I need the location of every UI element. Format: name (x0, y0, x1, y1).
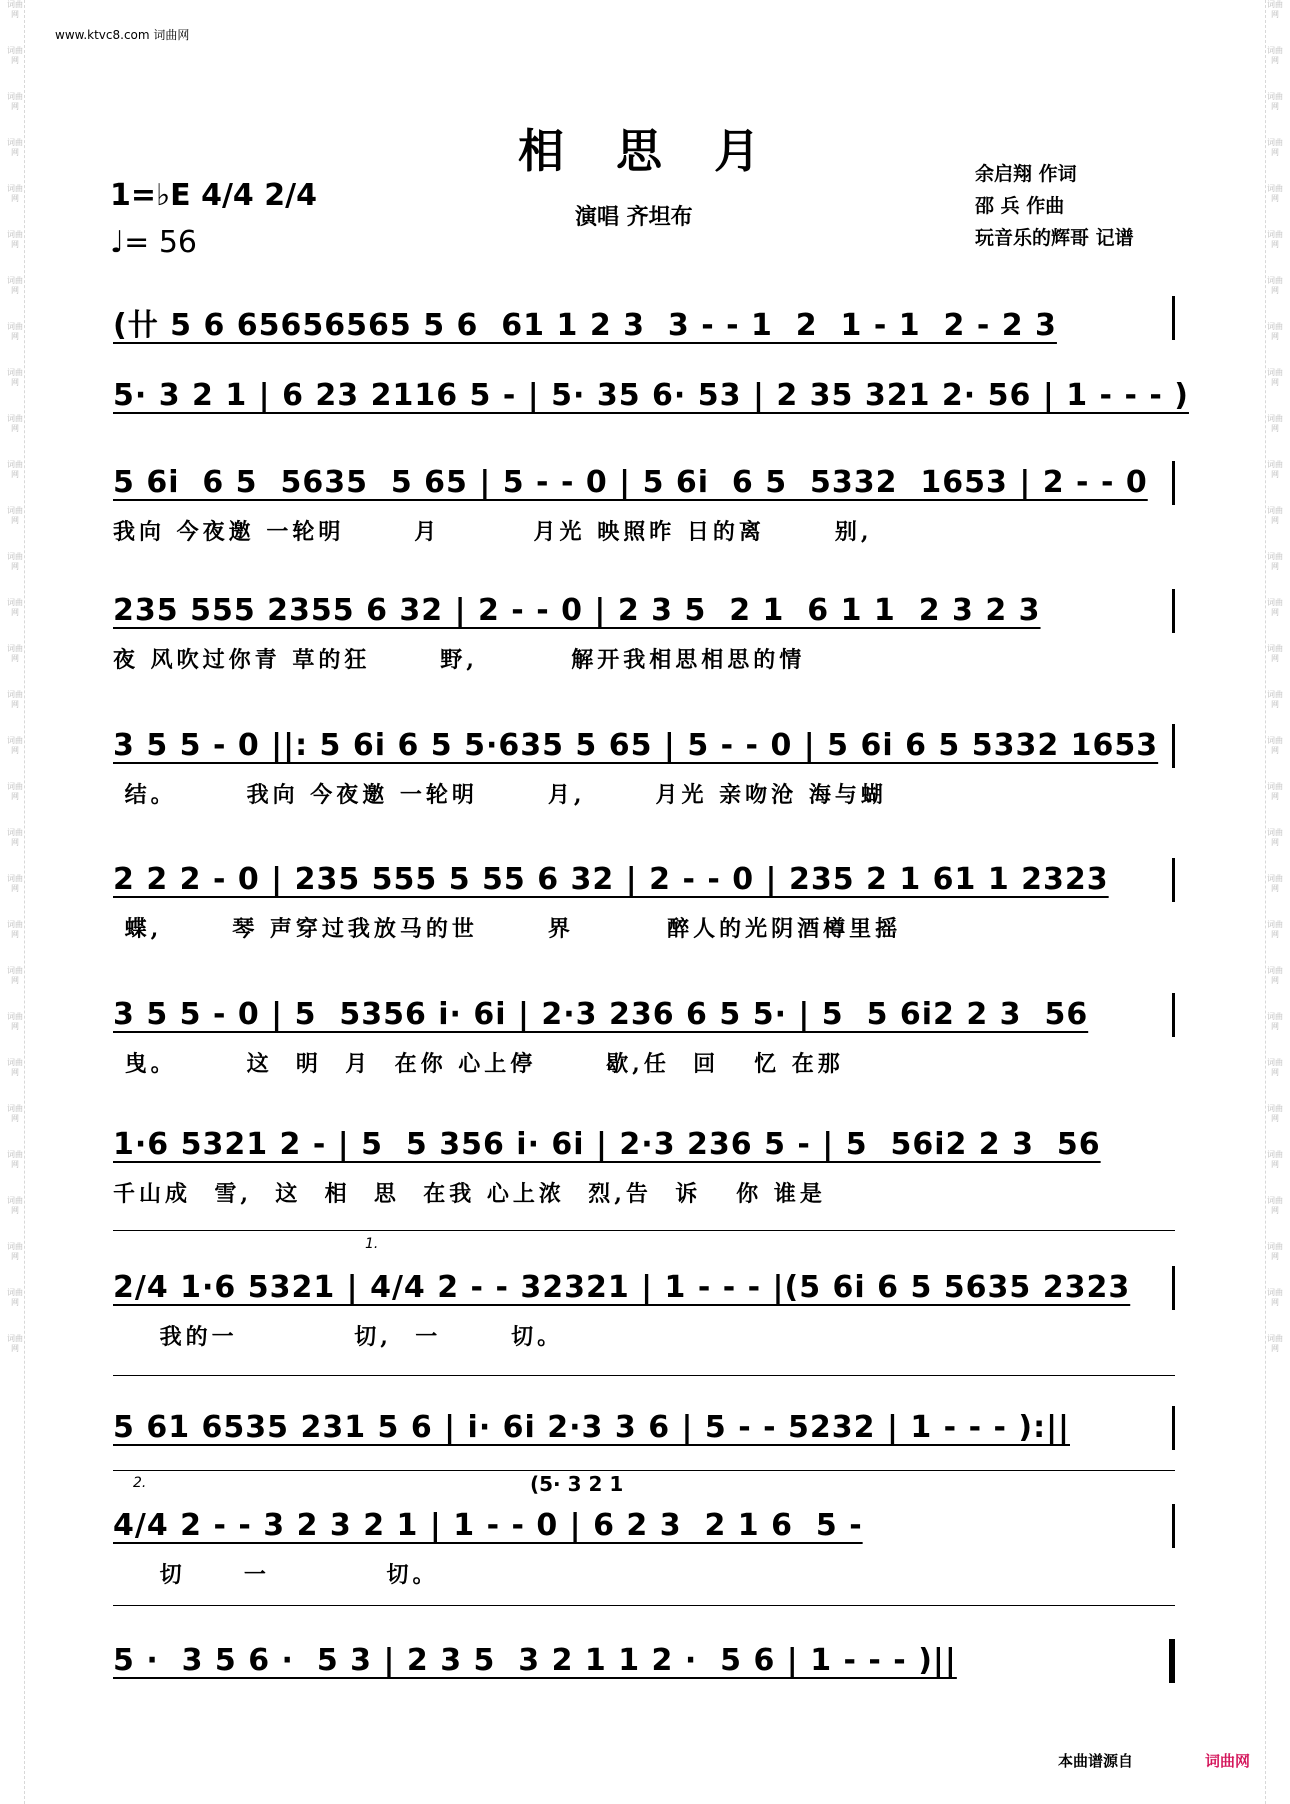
score-system-8 (113, 1127, 1175, 1207)
right-watermark-strip: 词曲网 词曲网 词曲网 词曲网 词曲网 词曲网 词曲网 词曲网 词曲网 词曲网 词曲网 词曲网 词曲网 词曲网 词曲网 词曲网 词曲网 词曲网 词曲网 词曲网 词曲网 词曲网 词曲网 词曲网 词曲网 词曲网 词曲网 词曲网 词曲网 词曲网 (1265, 0, 1284, 1804)
lyrics-line: 蝶, 琴 声穿过我放马的世 界 醉人的光阴酒樽里摇 (113, 916, 902, 942)
notation-line: 5 6i 6 5 5635 5 65 | 5 - - 0 | 5 6i 6 5 5332 1653 | 2 - - 0 (113, 465, 1148, 500)
system-rule (113, 1375, 1175, 1376)
lyrics-line: 曳。 这 明 月 在你 心上停 歇,任 回 忆 在那 (113, 1051, 844, 1077)
second-ending-label: 2. (133, 1475, 147, 1491)
barline (1172, 724, 1175, 768)
score-system-9 (113, 1270, 1175, 1350)
barline (1172, 461, 1175, 505)
notation-line: 4/4 2 - - 3 2 3 2 1 | 1 - - 0 | 6 2 3 2 1 6 5 - (113, 1508, 863, 1543)
notation-line: 3 5 5 - 0 | 5 5356 i· 6i | 2·3 236 6 5 5· | 5 5 6i2 2 3 56 (113, 997, 1089, 1032)
lyrics-line: 切 一 切。 (113, 1562, 439, 1588)
singer-credit: 演唱 齐坦布 (575, 204, 693, 230)
notation-line: 5 61 6535 231 5 6 | i· 6i 2·3 3 6 | 5 - - 5232 | 1 - - - ):|| (113, 1410, 1070, 1445)
barline (1172, 296, 1175, 340)
ending-bracket-2 (113, 1470, 1175, 1471)
site-label: www.ktvc8.com 词曲网 (55, 28, 190, 42)
lyrics-line: 结。 我向 今夜邀 一轮明 月, 月光 亲吻沧 海与蝴 (113, 782, 887, 808)
key-tempo-block (110, 178, 317, 260)
tempo-marking: ♩= 56 (110, 225, 197, 260)
notation-line: (卄 5 6 65656565 5 6 61 1 2 3 3 - - 1 2 1 - 1 2 - 2 3 (113, 308, 1057, 343)
system-rule (113, 1605, 1175, 1606)
score-system-7 (113, 997, 1175, 1077)
ending-bracket-1 (113, 1230, 1175, 1231)
notation-line: 5 · 3 5 6 · 5 3 | 2 3 5 3 2 1 1 2 · 5 6 | 1 - - - )|| (113, 1643, 957, 1678)
source-label: 本曲谱源自 (1058, 1752, 1134, 1770)
barline (1172, 1406, 1175, 1450)
notation-line: 2/4 1·6 5321 | 4/4 2 - - 32321 | 1 - - - |(5 6i 6 5 5635 2323 (113, 1270, 1131, 1305)
score-system-3 (113, 465, 1175, 545)
score-system-11 (113, 1508, 1175, 1588)
notation-line: 5· 3 2 1 | 6 23 2116 5 - | 5· 35 6· 53 | 2 35 321 2· 56 | 1 - - - ) (113, 378, 1189, 413)
score-system-12 (113, 1643, 1175, 1678)
score-system-10 (113, 1410, 1175, 1445)
first-ending-label: 1. (365, 1236, 379, 1252)
source-site-name: 词曲网 (1205, 1752, 1251, 1770)
key-signature: 1=♭E 4/4 2/4 (110, 178, 317, 213)
barline (1172, 1266, 1175, 1310)
notation-line: 1·6 5321 2 - | 5 5 356 i· 6i | 2·3 236 5 - | 5 56i2 2 3 56 (113, 1127, 1101, 1162)
notation-line: 235 555 2355 6 32 | 2 - - 0 | 2 3 5 2 1 6 1 1 2 3 2 3 (113, 593, 1041, 628)
notation-line: 2 2 2 - 0 | 235 555 5 55 6 32 | 2 - - 0 | 235 2 1 61 1 2323 (113, 862, 1109, 897)
barline (1172, 1504, 1175, 1548)
barline (1172, 858, 1175, 902)
left-watermark-strip: 词曲网 词曲网 词曲网 词曲网 词曲网 词曲网 词曲网 词曲网 词曲网 词曲网 词曲网 词曲网 词曲网 词曲网 词曲网 词曲网 词曲网 词曲网 词曲网 词曲网 词曲网 词曲网 词曲网 词曲网 词曲网 词曲网 词曲网 词曲网 词曲网 词曲网 (6, 0, 25, 1804)
ornament-cue: (5· 3 2 1 (530, 1472, 624, 1496)
lyrics-line: 千山成 雪, 这 相 思 在我 心上浓 烈,告 诉 你 谁是 (113, 1181, 826, 1207)
composer-credit: 邵 兵 作曲 (975, 195, 1065, 217)
notation-line: 3 5 5 - 0 ||: 5 6i 6 5 5·635 5 65 | 5 - - 0 | 5 6i 6 5 5332 1653 (113, 728, 1159, 763)
score-system-1 (113, 300, 1175, 344)
lyricist-credit: 余启翔 作词 (975, 163, 1077, 185)
barline (1172, 589, 1175, 633)
final-barline (1169, 1639, 1175, 1683)
score-system-2 (113, 378, 1189, 413)
barline (1172, 993, 1175, 1037)
score-system-6 (113, 862, 1175, 942)
song-title: 相思月 (518, 124, 812, 178)
transcriber-credit: 玩音乐的辉哥 记谱 (975, 227, 1134, 249)
lyrics-line: 夜 风吹过你青 草的狂 野, 解开我相思相思的情 (113, 647, 806, 673)
lyrics-line: 我向 今夜邀 一轮明 月 月光 映照昨 日的离 别, (113, 519, 873, 545)
lyrics-line: 我的一 切, 一 切。 (113, 1324, 564, 1350)
credits-block (975, 158, 1134, 254)
score-system-4 (113, 593, 1175, 673)
score-system-5 (113, 728, 1175, 808)
